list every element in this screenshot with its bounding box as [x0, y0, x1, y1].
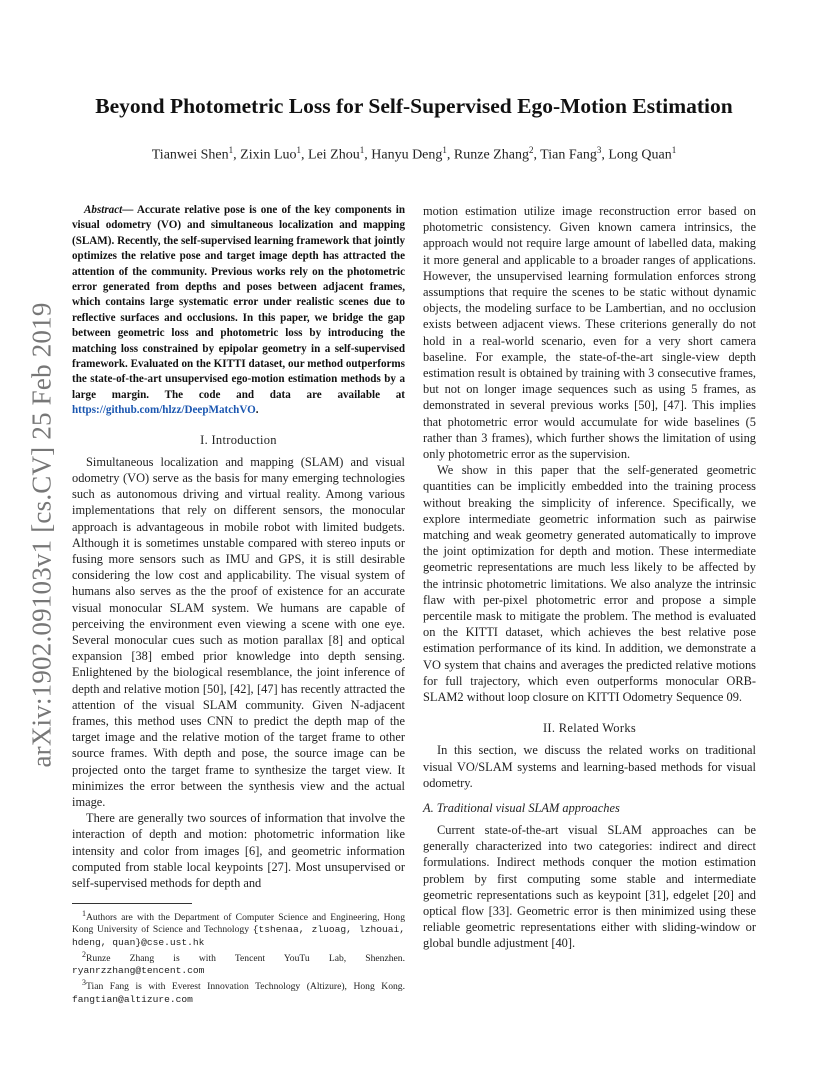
intro-paragraph-3: We show in this paper that the self-generated geometric quantities can be implicitly embedded into the training process without breaking the simplicity of inference. Specifically, we explore intermediate geometric information such as pairwise matching and weak geometry generated automatically to improve the joint optimization for depth and motion. These intermediate geometric representations are much less likely to be affected by the intrinsic photometric limitations. We also analyze the intrinsic flaw with per-pixel photometric error and propose a simple percentile mask to mitigate the problem. The method is evaluated on the KITTI dataset, which achieves the best relative pose estimation performance of its kind. In addition, we demonstrate a VO system that chains and averages the predicted relative motions for full trajectory, which even outperforms monocular ORB-SLAM2 without loop closure on KITTI Odometry Sequence 09. [423, 463, 756, 705]
left-column [72, 203, 405, 891]
related-works-paragraph: In this section, we discuss the related works on traditional visual VO/SLAM systems and learning-based methods for visual odometry. [423, 743, 756, 790]
footnote-3-email: fangtian@altizure.com [72, 993, 193, 1005]
abstract [72, 203, 405, 419]
footnote-divider [72, 903, 192, 904]
footnote-3: $^3$Tian Fang is with Everest Innovation Technology (Altizure), Hong Kong. fangtian@altizure.com [72, 978, 405, 1005]
footnotes [72, 908, 405, 1006]
right-column [423, 203, 756, 952]
abstract-end: . [255, 404, 259, 417]
intro-paragraph-1: Simultaneous localization and mapping (SLAM) and visual odometry (VO) serve as the basis for many emerging technologies such as autonomous driving and virtual reality. Among various implementations that rely on different sensors, the monocular approach is advantageous in mobile robot with limited budgets. Although it is sometimes unstable compared with stereo inputs or fusing more sensors such as IMU and GPS, it is still desirable considering the low cost and applicability. The visual system of humans also serves as the the proof of existence for an accurate visual monocular SLAM system. We humans are capable of perceiving the environment even viewing a scene with one eye. Several monocular cues such as motion parallax [8] and optical expansion [38] embed prior knowledge into depth sensing. Enlightened by the biological resemblance, the joint inference of depth and relative motion [50], [42], [47] has recently attracted the attention of the visual SLAM community. Given N-adjacent frames, this method uses CNN to predict the depth map of the target image and the relative motion of the target frame to other source frames. With depth and pose, the source image can be projected onto the target frame to synthesize the target view. It minimizes the error between the synthesis view and the actual image. [72, 454, 405, 809]
footnote-2: $^2$Runze Zhang is with Tencent YouTu Lab, Shenzhen. ryanrzzhang@tencent.com [72, 949, 405, 977]
footnote-2-text: Runze Zhang is with Tencent YouTu Lab, Shenzhen. [86, 952, 405, 964]
footnote-2-email: ryanrzzhang@tencent.com [72, 965, 205, 977]
author-list: Tianwei Shen$^1$, Zixin Luo$^1$, Lei Zhou$^1$, Hanyu Deng$^1$, Runze Zhang$^2$, Tian Fang$^3$, Long Quan$^1$ [151, 145, 677, 163]
traditional-slam-paragraph: Current state-of-the-art visual SLAM approaches can be generally characterized into two categories: indirect and direct formulations. Indirect methods conquer the motion estimation problem by first computing some stable and intermediate geometric representations such as keypoint [31], edgelet [20] and optical flow [33]. Geometric error is then minimized using these reliable geometric representations either with sliding-window or global bundle adjustment [40]. [423, 822, 756, 951]
abstract-lead: Abstract [84, 204, 123, 216]
arxiv-side-stamp [22, 300, 62, 770]
paper-title: Beyond Photometric Loss for Self-Supervised Ego-Motion Estimation [95, 94, 733, 118]
intro-paragraph-continued: motion estimation utilize image reconstruction error based on photometric consistency. Given known camera intrinsics, the approach would not require large amount of labelled data, making it more general and applicable to a broader ranges of applications. However, the unsupervised learning formulation enforces strong assumptions that require the scenes to be static without dynamic objects, the modeling surface to be Lambertian, and no occlusion exists between adjacent views. These criterions generally do not hold in a real-world scenario, even for a very short camera baseline. For example, the state-of-the-art single-view depth estimation result is obtained by training with 3 consecutive frames, but not on longer image sequences such as using 5 frames, as demonstrated in several previous works [50], [47]. This implies that photometric error would accumulate for wide baselines (5 rather than 3 frames), which further shows the limitation of using only photometric error as the supervision. [423, 204, 756, 462]
section-heading-introduction: I. Introduction [200, 432, 277, 447]
footnote-1-email: {tshenaa, zluoag, lzhouai, hdeng, quan}@cse.ust.hk [72, 924, 405, 948]
subsection-heading-traditional-slam: A. Traditional visual SLAM approaches [423, 800, 620, 815]
abstract-text: — Accurate relative pose is one of the key components in visual odometry (VO) and simultaneous localization and mapping (SLAM). Recently, the self-supervised learning framework that jointly optimizes the relative pose and target image depth has attracted the attention of the community. Previous works rely on the photometric error generated from depths and poses between adjacent frames, which contains large systematic error under realistic scenes due to reflective surfaces and occlusions. In this paper, we bridge the gap between geometric loss and photometric loss by introducing the matching loss constrained by epipolar geometry in a self-supervised framework. Evaluated on the KITTI dataset, our method outperforms the state-of-the-art unsupervised ego-motion estimation methods by a large margin. The code and data are available at [72, 204, 405, 401]
code-link[interactable]: https://github.com/hlzz/DeepMatchVO [72, 404, 256, 417]
footnote-1-text: Authors are with the Department of Computer Science and Engineering, Hong Kong University of Science and Technology [72, 912, 405, 936]
arxiv-identifier: arXiv:1902.09103v1 [cs.CV] 25 Feb 2019 [26, 302, 57, 768]
section-heading-related-works: II. Related Works [542, 721, 637, 736]
intro-paragraph-2: There are generally two sources of information that involve the interaction of depth and motion: photometric information like intensity and color from images [6], and geometric information computed from stable local keypoints [27]. Most unsupervised or self-supervised methods for depth and [72, 811, 405, 890]
footnote-3-text: Tian Fang is with Everest Innovation Technology (Altizure), Hong Kong. [86, 981, 405, 993]
footnote-1: $^1$Authors are with the Department of Computer Science and Engineering, Hong Kong University of Science and Technology {tshenaa, zluoag, lzhouai, hdeng, quan}@cse.ust.hk [72, 909, 405, 948]
